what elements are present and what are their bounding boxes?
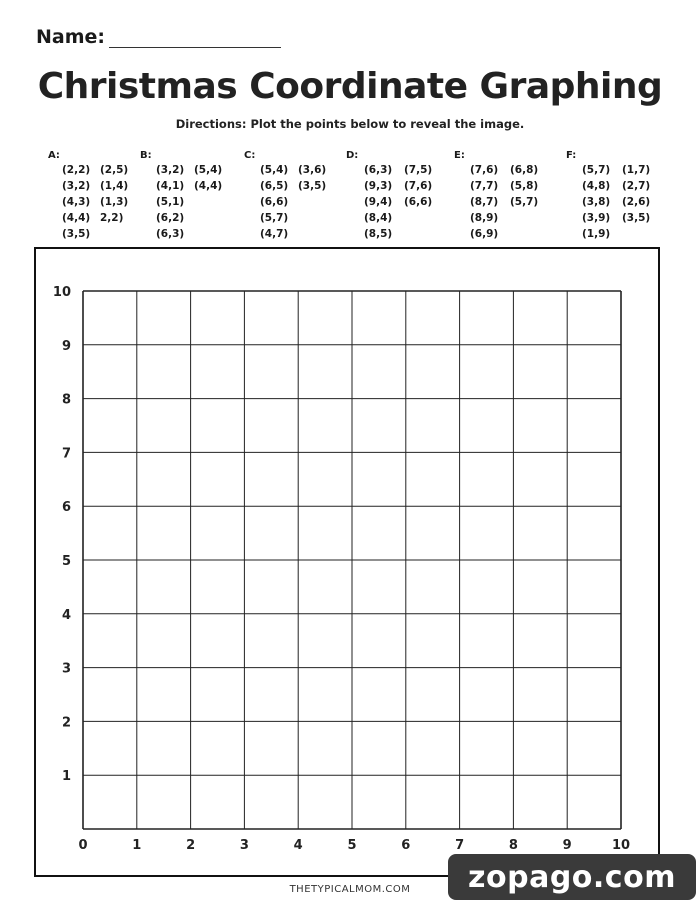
x-tick-label: 8 bbox=[508, 838, 518, 853]
coordinate: (3,6) bbox=[298, 164, 327, 176]
coordinate: (3,8) bbox=[582, 196, 611, 208]
y-tick-label: 1 bbox=[61, 769, 71, 785]
coordinate: (1,3) bbox=[100, 196, 129, 208]
x-tick-label: 9 bbox=[562, 838, 572, 853]
coordinate: (8,5) bbox=[364, 228, 393, 240]
coordinate: (2,2) bbox=[62, 164, 91, 176]
coordinate: (5,7) bbox=[260, 212, 289, 224]
x-tick-label: 5 bbox=[347, 838, 357, 853]
coordinate: (4,3) bbox=[62, 196, 91, 208]
coordinate: (3,2) bbox=[62, 180, 91, 192]
y-tick-label: 7 bbox=[61, 446, 71, 462]
coordinate: (7,7) bbox=[470, 180, 499, 192]
coordinate: (4,7) bbox=[260, 228, 289, 240]
y-tick-label: 2 bbox=[61, 715, 71, 731]
coordinate: (3,9) bbox=[582, 212, 611, 224]
coordinate: (2,6) bbox=[622, 196, 651, 208]
coordinate: (5,4) bbox=[194, 164, 223, 176]
coordinate: (8,7) bbox=[470, 196, 499, 208]
coordinate: (6,8) bbox=[510, 164, 539, 176]
x-tick-label: 1 bbox=[132, 838, 142, 853]
page-title: Christmas Coordinate Graphing bbox=[37, 66, 663, 107]
coordinate: (7,6) bbox=[404, 180, 433, 192]
coordinate: (4,4) bbox=[194, 180, 223, 192]
coordinate: (1,9) bbox=[582, 228, 611, 240]
name-label: Name: bbox=[36, 26, 106, 48]
x-tick-label: 0 bbox=[78, 838, 88, 853]
coordinate: (3,5) bbox=[62, 228, 91, 240]
y-tick-label: 3 bbox=[61, 661, 71, 677]
watermark: zopago.com bbox=[448, 854, 696, 900]
coordinate: (7,5) bbox=[404, 164, 433, 176]
coordinate: (5,7) bbox=[510, 196, 539, 208]
group-letter: D: bbox=[346, 150, 359, 161]
coordinate: (4,8) bbox=[582, 180, 611, 192]
group-letter: B: bbox=[140, 150, 152, 161]
coordinate: (6,3) bbox=[364, 164, 393, 176]
directions-text: Directions: Plot the points below to reveal the image. bbox=[175, 117, 525, 131]
coordinate: (6,2) bbox=[156, 212, 185, 224]
group-letter: E: bbox=[454, 150, 465, 161]
coordinate: (2,5) bbox=[100, 164, 129, 176]
coordinate: (9,4) bbox=[364, 196, 393, 208]
x-tick-label: 6 bbox=[401, 838, 411, 853]
coordinate: (8,4) bbox=[364, 212, 393, 224]
coordinate: (6,6) bbox=[404, 196, 433, 208]
coordinate: (2,7) bbox=[622, 180, 651, 192]
footer-site: THETYPICALMOM.COM bbox=[289, 884, 411, 895]
coordinate: (9,3) bbox=[364, 180, 393, 192]
x-tick-label: 7 bbox=[455, 838, 465, 853]
coordinate: (5,4) bbox=[260, 164, 289, 176]
coordinate: (5,7) bbox=[582, 164, 611, 176]
coordinate: (4,1) bbox=[156, 180, 185, 192]
coordinate: (1,7) bbox=[622, 164, 651, 176]
y-tick-label: 8 bbox=[61, 392, 71, 408]
coordinate: (3,5) bbox=[298, 180, 327, 192]
group-letter: C: bbox=[244, 150, 256, 161]
y-tick-label: 9 bbox=[61, 338, 71, 354]
coordinate: (1,4) bbox=[100, 180, 129, 192]
coordinate: (6,6) bbox=[260, 196, 289, 208]
coordinate: (4,4) bbox=[62, 212, 91, 224]
x-tick-label: 4 bbox=[293, 838, 303, 853]
coordinate: (5,1) bbox=[156, 196, 185, 208]
coordinate: (6,9) bbox=[470, 228, 499, 240]
y-tick-label: 6 bbox=[61, 500, 71, 516]
coordinate: (3,2) bbox=[156, 164, 185, 176]
coordinate: (6,3) bbox=[156, 228, 185, 240]
x-tick-label: 10 bbox=[611, 838, 631, 853]
coordinate: 2,2) bbox=[100, 212, 124, 224]
group-letter: A: bbox=[48, 150, 60, 161]
coordinate: (6,5) bbox=[260, 180, 289, 192]
x-tick-label: 3 bbox=[239, 838, 249, 853]
coordinate: (5,8) bbox=[510, 180, 539, 192]
y-tick-label: 4 bbox=[61, 607, 71, 623]
coordinate: (3,5) bbox=[622, 212, 651, 224]
group-letter: F: bbox=[566, 150, 577, 161]
coordinate: (8,9) bbox=[470, 212, 499, 224]
coordinate: (7,6) bbox=[470, 164, 499, 176]
y-tick-label: 5 bbox=[61, 554, 71, 569]
y-tick-label: 10 bbox=[52, 285, 71, 300]
x-tick-label: 2 bbox=[186, 838, 196, 853]
